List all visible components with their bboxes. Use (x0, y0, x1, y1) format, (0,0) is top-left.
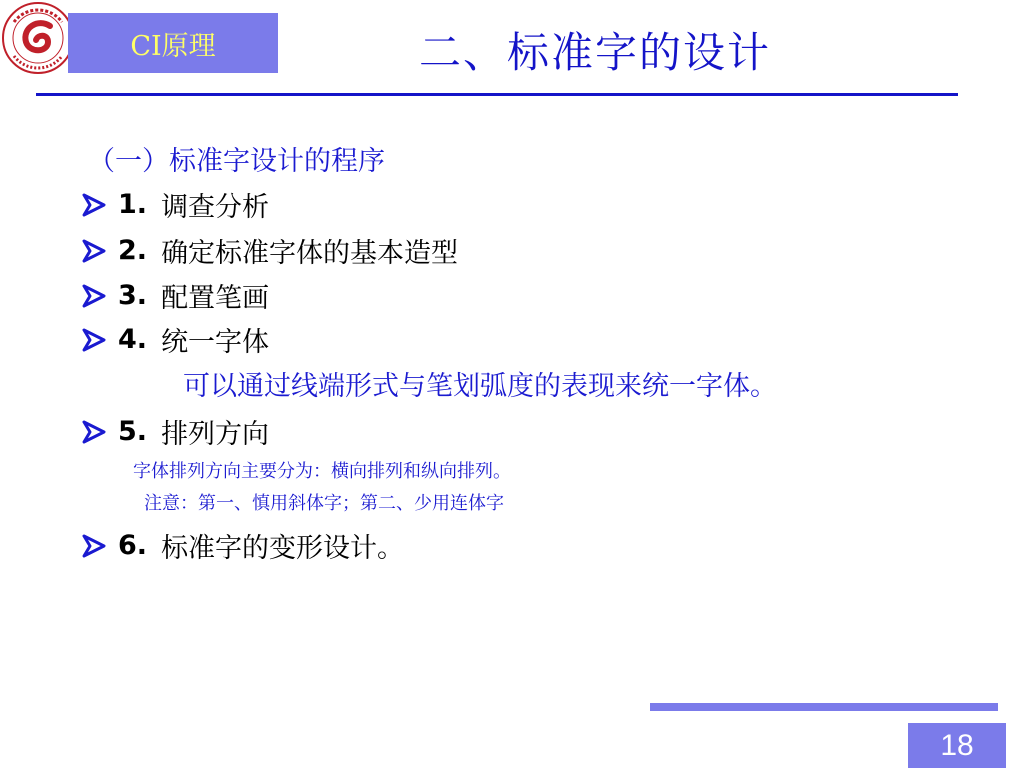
course-tag-label: CI原理 (130, 30, 216, 62)
item-text: 统一字体 (161, 327, 270, 358)
item-number: 3 (118, 280, 137, 311)
footer-divider (650, 703, 998, 711)
item5-note: 字体排列方向主要分为：横向排列和纵向排列。 (133, 461, 511, 482)
item-number: 1 (118, 189, 137, 220)
item-number-suffix: . (136, 530, 148, 561)
arrow-bullet-icon (80, 533, 108, 559)
arrow-bullet-icon (80, 283, 108, 309)
list-item (80, 526, 404, 565)
list-item (80, 276, 269, 315)
slide-title: 二、标准字的设计 (418, 28, 771, 77)
item-number-suffix: . (136, 416, 148, 447)
arrow-bullet-icon (80, 419, 108, 445)
item-number-suffix: . (136, 324, 148, 355)
item-number: 6 (118, 530, 137, 561)
list-item (80, 231, 458, 270)
university-logo-icon (0, 0, 76, 76)
arrow-bullet-icon (80, 192, 108, 218)
item4-note: 可以通过线端形式与笔划弧度的表现来统一字体。 (183, 371, 777, 402)
item-text: 标准字的变形设计。 (161, 533, 405, 564)
item-text: 排列方向 (161, 419, 270, 450)
item-number: 5 (118, 416, 137, 447)
item5-note: 注意：第一、慎用斜体字；第二、少用连体字 (144, 493, 504, 514)
item-text: 配置笔画 (161, 283, 270, 314)
arrow-bullet-icon (80, 327, 108, 353)
item-number: 2 (118, 235, 137, 266)
item-number-suffix: . (136, 189, 148, 220)
course-tag (68, 13, 278, 73)
item-number-suffix: . (136, 280, 148, 311)
list-item (80, 185, 269, 224)
item-text: 调查分析 (161, 192, 270, 223)
page-number-box (908, 723, 1006, 768)
title-divider (36, 93, 958, 96)
item-number: 4 (118, 324, 137, 355)
page-number: 18 (940, 728, 974, 762)
list-item (80, 412, 269, 451)
arrow-bullet-icon (80, 238, 108, 264)
list-item (80, 320, 269, 359)
item-text: 确定标准字体的基本造型 (161, 238, 459, 269)
section-subheading: （一）标准字设计的程序 (88, 146, 385, 177)
item-number-suffix: . (136, 235, 148, 266)
